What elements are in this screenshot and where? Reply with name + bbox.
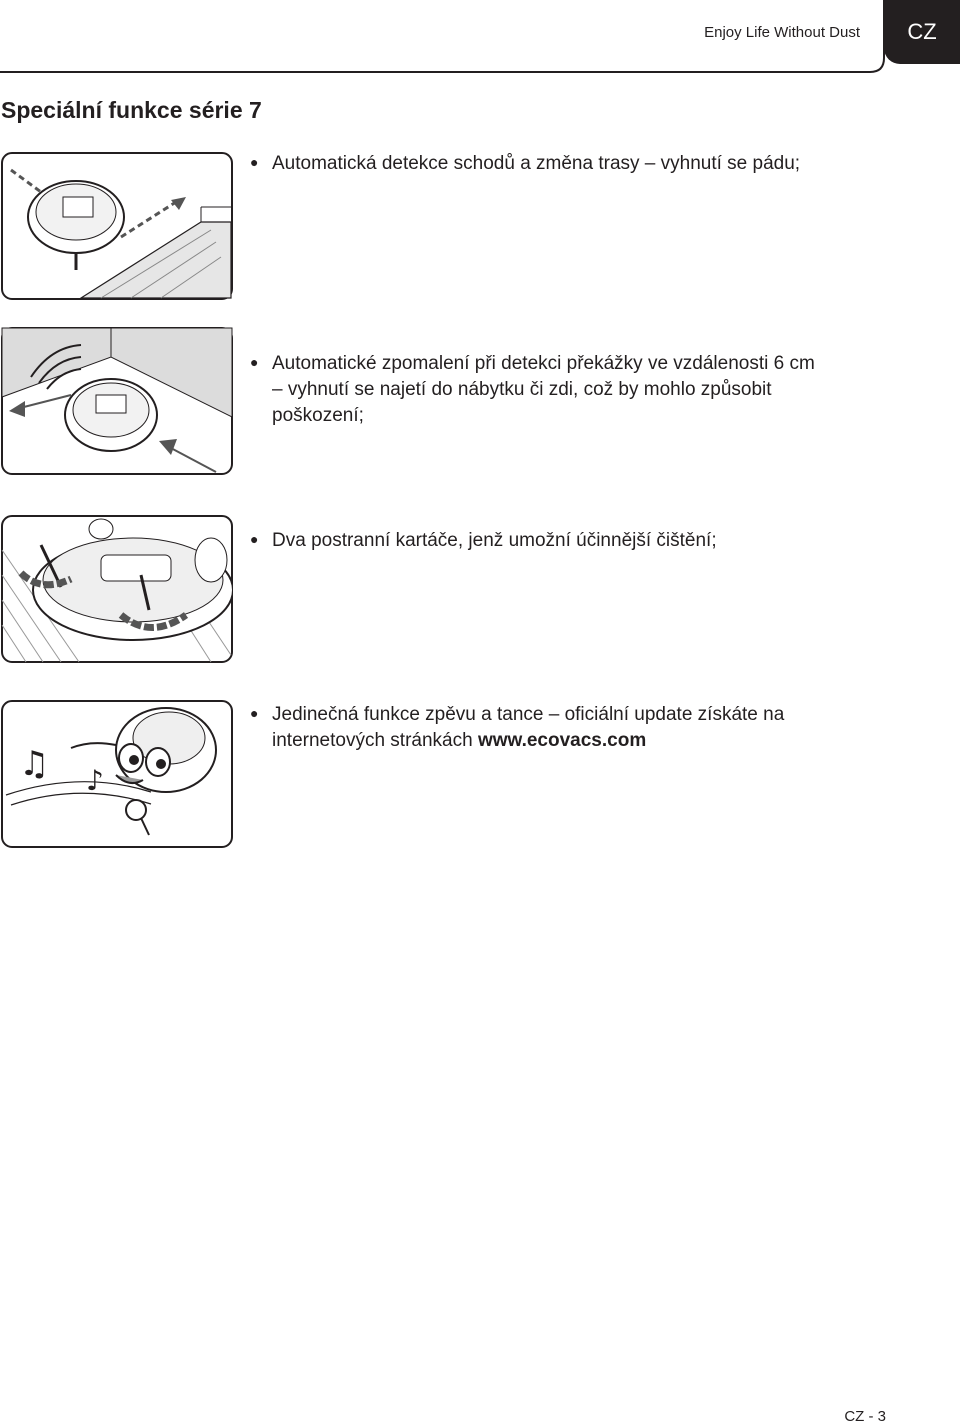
header-tagline: Enjoy Life Without Dust — [704, 24, 860, 41]
svg-text:♪: ♪ — [86, 764, 104, 797]
singing-dancing-illustration — [1, 700, 233, 848]
feature-text-line: Dva postranní kartáče, jenž umožní účinnější čištění; — [272, 530, 717, 551]
feature-text-line: internetových stránkách — [272, 730, 478, 751]
feature-item-obstacle — [250, 349, 890, 429]
bullet-icon: ● — [250, 705, 259, 721]
bullet-icon: ● — [250, 154, 259, 170]
feature-text-line: – vyhnutí se najetí do nábytku či zdi, což by mohlo způsobit — [272, 379, 772, 400]
obstacle-slowdown-illustration — [1, 327, 233, 475]
bullet-icon: ● — [250, 354, 259, 370]
cliff-detection-illustration — [1, 152, 233, 300]
side-brushes-illustration — [1, 515, 233, 663]
page-number: CZ - 3 — [844, 1408, 886, 1425]
feature-item-cliff — [250, 149, 890, 177]
svg-text:♫: ♫ — [19, 744, 50, 784]
feature-item-brushes — [250, 526, 890, 554]
bullet-icon: ● — [250, 531, 259, 547]
feature-text-line: Automatická detekce schodů a změna trasy – vyhnutí se pádu; — [272, 153, 801, 174]
feature-text-line: Automatické zpomalení při detekci překážky ve vzdálenosti 6 cm — [272, 353, 815, 374]
feature-item-sing-dance — [250, 700, 890, 754]
page-title: Speciální funkce série 7 — [1, 97, 262, 123]
feature-text-line: poškození; — [272, 405, 364, 426]
feature-text-line: Jedinečná funkce zpěvu a tance – oficiální update získáte na — [272, 704, 785, 725]
website-link[interactable]: www.ecovacs.com — [477, 730, 647, 751]
language-tab: CZ — [884, 0, 960, 64]
